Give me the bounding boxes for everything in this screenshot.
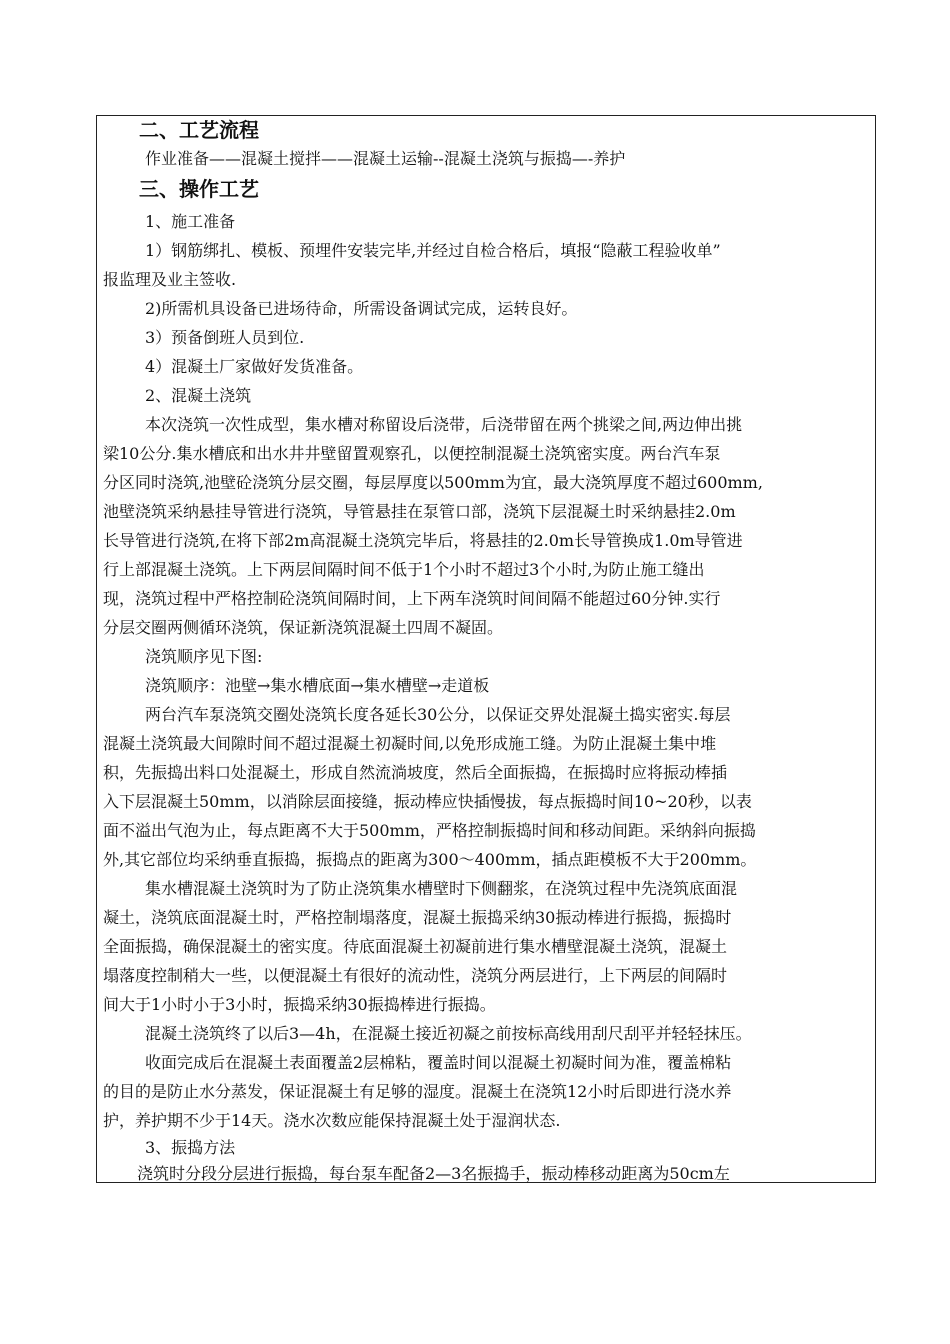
section-heading-operation: 三、操作工艺	[139, 177, 259, 201]
paragraph-line: 3）预备倒班人员到位.	[145, 328, 305, 347]
pour-sequence: 浇筑顺序：池壁→集水槽底面→集水槽壁→走道板	[145, 676, 490, 695]
paragraph-line: 凝土，浇筑底面混凝土时，严格控制塌落度，混凝土振捣采纳30振动棒进行振捣，振捣时	[103, 908, 732, 927]
paragraph-line: 护，养护期不少于14天。浇水次数应能保持混凝土处于湿润状态.	[103, 1111, 561, 1130]
paragraph-line: 浇筑顺序见下图:	[145, 647, 263, 666]
paragraph-line: 报监理及业主签收.	[103, 270, 237, 289]
paragraph-line: 积，先振捣出料口处混凝土，形成自然流淌坡度，然后全面振捣，在振捣时应将振动棒插	[103, 763, 728, 782]
paragraph-line: 塌落度控制稍大一些，以便混凝土有很好的流动性，浇筑分两层进行，上下两层的间隔时	[103, 966, 728, 985]
paragraph-line: 入下层混凝土50mm，以消除层面接缝，振动棒应快插慢拔，每点振捣时间10~20秒，以表	[103, 792, 752, 811]
paragraph-line: 外,其它部位均采纳垂直振捣，振捣点的距离为300～400mm，插点距模板不大于200mm。	[103, 850, 757, 869]
paragraph-line: 收面完成后在混凝土表面覆盖2层棉粘，覆盖时间以混凝土初凝时间为准，覆盖棉粘	[145, 1053, 732, 1072]
paragraph-line: 分区同时浇筑,池壁砼浇筑分层交圈，每层厚度以500mm为宜，最大浇筑厚度不超过600mm,	[103, 473, 763, 492]
paragraph-line: 间大于1小时小于3小时，振捣采纳30振捣棒进行振捣。	[103, 995, 496, 1014]
paragraph-line: 1）钢筋绑扎、模板、预埋件安装完毕,并经过自检合格后，填报“隐蔽工程验收单”	[145, 241, 721, 260]
paragraph-line: 池壁浇筑采纳悬挂导管进行浇筑，导管悬挂在泵管口部，浇筑下层混凝土时采纳悬挂2.0m	[103, 502, 736, 521]
paragraph-line: 长导管进行浇筑,在将下部2m高混凝土浇筑完毕后，将悬挂的2.0m长导管换成1.0m导管进	[103, 531, 743, 550]
paragraph-line: 两台汽车泵浇筑交圈处浇筑长度各延长30公分，以保证交界处混凝土捣实密实.每层	[145, 705, 731, 724]
paragraph-line: 分层交圈两侧循环浇筑，保证新浇筑混凝土四周不凝固。	[103, 618, 504, 637]
process-flow-text: 作业准备——混凝土搅拌——混凝土运输--混凝土浇筑与振捣—-养护	[145, 149, 626, 168]
document-body	[97, 116, 875, 1182]
paragraph-line: 混凝土浇筑最大间隙时间不超过混凝土初凝时间,以免形成施工缝。为防止混凝土集中堆	[103, 734, 717, 753]
section-heading-process: 二、工艺流程	[139, 118, 259, 142]
paragraph-line: 集水槽混凝土浇筑时为了防止浇筑集水槽壁时下侧翻浆，在浇筑过程中先浇筑底面混	[145, 879, 738, 898]
paragraph-line: 混凝土浇筑终了以后3—4h，在混凝土接近初凝之前按标高线用刮尺刮平并轻轻抹压。	[145, 1024, 752, 1043]
paragraph-line: 行上部混凝土浇筑。上下两层间隔时间不低于1个小时不超过3个小时,为防止施工缝出	[103, 560, 705, 579]
document-frame	[96, 115, 876, 1183]
paragraph-line: 本次浇筑一次性成型，集水槽对称留设后浇带，后浇带留在两个挑梁之间,两边伸出挑	[145, 415, 743, 434]
paragraph-line: 浇筑时分段分层进行振捣，每台泵车配备2—3名振捣手，振动棒移动距离为50cm左	[137, 1164, 730, 1182]
subsection-title: 1、施工准备	[145, 212, 236, 231]
subsection-title: 2、混凝土浇筑	[145, 386, 252, 405]
paragraph-line: 的目的是防止水分蒸发，保证混凝土有足够的湿度。混凝土在浇筑12小时后即进行浇水养	[103, 1082, 732, 1101]
subsection-title: 3、振捣方法	[145, 1138, 236, 1157]
paragraph-line: 全面振捣，确保混凝土的密实度。待底面混凝土初凝前进行集水槽壁混凝土浇筑，混凝土	[103, 937, 728, 956]
paragraph-line: 梁10公分.集水槽底和出水井井壁留置观察孔，以便控制混凝土浇筑密实度。两台汽车泵	[103, 444, 721, 463]
paragraph-line: 现，浇筑过程中严格控制砼浇筑间隔时间，上下两车浇筑时间间隔不能超过60分钟.实行	[103, 589, 721, 608]
paragraph-line: 2)所需机具设备已进场待命，所需设备调试完成，运转良好。	[145, 299, 578, 318]
paragraph-line: 4）混凝土厂家做好发货准备。	[145, 357, 364, 376]
paragraph-line: 面不溢出气泡为止，每点距离不大于500mm，严格控制振捣时间和移动间距。采纳斜向振捣	[103, 821, 756, 840]
